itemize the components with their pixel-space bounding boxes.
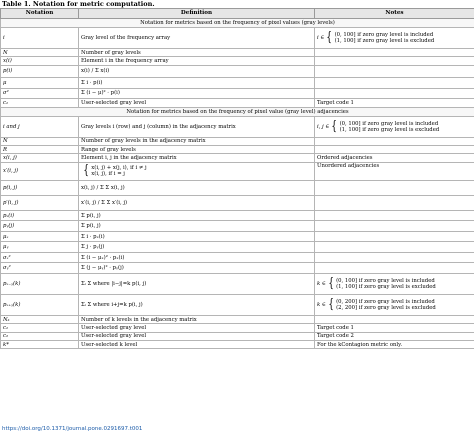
notation-cell: p(i): [1, 65, 79, 78]
notation-cell: μ: [1, 78, 79, 89]
table-row: [1, 242, 474, 253]
header-row: [1, 9, 474, 19]
table-row: [1, 324, 474, 332]
table-row: [1, 154, 474, 162]
note-prefix: k ∈: [317, 301, 326, 308]
table-row: [1, 146, 474, 154]
brace-icon: {: [328, 275, 334, 291]
notation-cell: c₁: [1, 324, 79, 332]
table-row: [1, 315, 474, 323]
table-row: [1, 341, 474, 349]
table-row: [1, 294, 474, 315]
definition-cell: Number of gray levels in the adjacency matrix: [79, 137, 315, 145]
notes-cell: Target code 1: [315, 324, 474, 332]
notes-cell: [315, 263, 474, 274]
notes-cell: [315, 242, 474, 253]
notes-cell: [315, 180, 474, 195]
notation-cell: i and j: [1, 116, 79, 137]
definition-cell: User-selected gray level: [79, 332, 315, 340]
notes-cell: [315, 57, 474, 65]
definition-cell: [79, 162, 315, 180]
note-line: (0, 200] if zero gray level is included: [336, 298, 435, 305]
notes-cell: [315, 137, 474, 145]
notes-cell: [315, 65, 474, 78]
table-row: [1, 180, 474, 195]
definition-cell: Σ (j − μᵧ)² · pᵧ(j): [79, 263, 315, 274]
section-label: Notation for metrics based on the frequency of pixel value (gray level) adjacencies: [1, 107, 474, 116]
table-row: [1, 57, 474, 65]
table-row: [1, 273, 474, 294]
definition-cell: Number of gray levels: [79, 49, 315, 57]
notation-cell: σ²: [1, 88, 79, 99]
table-row: [1, 28, 474, 49]
notes-cell: Ordered adjacencies: [315, 154, 474, 162]
definition-cell: Element i in the frequency array: [79, 57, 315, 65]
definition-cell: Σ i · p(i): [79, 78, 315, 89]
notation-cell: p(i, j): [1, 180, 79, 195]
definition-cell: Σ (i − μ)² · p(i): [79, 88, 315, 99]
notation-cell: x(i): [1, 57, 79, 65]
notation-cell: x′(i, j): [1, 162, 79, 180]
notes-cell: [315, 195, 474, 210]
brace-icon: {: [331, 118, 338, 134]
notation-cell: c₁: [1, 99, 79, 107]
notes-cell: For the kContagion metric only.: [315, 341, 474, 349]
notation-cell: σₓ²: [1, 252, 79, 263]
table-row: [1, 162, 474, 180]
header-definition: Definition: [79, 9, 315, 19]
definition-cell: x(i, j) / Σ Σ x(i, j): [79, 180, 315, 195]
notation-table: [0, 8, 474, 349]
notes-cell: [315, 231, 474, 242]
definition-cell: Σ p(i, j): [79, 210, 315, 221]
definition-cell: Element i, j in the adjacency matrix: [79, 154, 315, 162]
definition-cell: Gray level of the frequency array: [79, 28, 315, 49]
notes-cell: [315, 49, 474, 57]
note-prefix: k ∈: [317, 280, 326, 287]
notes-cell: [315, 210, 474, 221]
notes-cell: [315, 252, 474, 263]
brace-icon: {: [328, 296, 334, 312]
definition-cell: Gray levels i (row) and j (column) in the adjacency matrix: [79, 116, 315, 137]
header-notes: Notes: [315, 9, 474, 19]
notes-cell: [315, 273, 474, 294]
notation-cell: x(i, j): [1, 154, 79, 162]
note-line: (1, 100] if zero gray level is excluded: [336, 283, 436, 290]
notation-cell: i: [1, 28, 79, 49]
table-row: [1, 65, 474, 78]
table-row: [1, 49, 474, 57]
notation-cell: Nₖ: [1, 315, 79, 323]
definition-cell: x(i) / Σ x(i): [79, 65, 315, 78]
definition-cell: Σ p(i, j): [79, 221, 315, 232]
table-row: [1, 332, 474, 340]
note-line: (0, 100] if zero gray level is included: [334, 31, 434, 38]
definition-cell: Σ (i − μₓ)² · pₓ(i): [79, 252, 315, 263]
notes-cell: [315, 78, 474, 89]
note-prefix: i ∈: [317, 34, 325, 41]
definition-cell: Number of k levels in the adjacency matrix: [79, 315, 315, 323]
definition-cell: x′(i, j) / Σ Σ x′(i, j): [79, 195, 315, 210]
table-row: [1, 210, 474, 221]
section-row-adjacencies: [1, 107, 474, 116]
table-row: [1, 263, 474, 274]
table-row: [1, 88, 474, 99]
notes-cell: [315, 221, 474, 232]
definition-cell: Range of gray levels: [79, 146, 315, 154]
notation-cell: σᵧ²: [1, 263, 79, 274]
notation-cell: pₓ₊ᵧ(k): [1, 294, 79, 315]
note-prefix: i, j ∈: [317, 123, 330, 130]
definition-cell: Σ i · pₓ(i): [79, 231, 315, 242]
definition-line: x(i, j) + x(j, i), if i ≠ j: [91, 165, 147, 172]
notation-cell: R: [1, 146, 79, 154]
table-row: [1, 99, 474, 107]
table-row: [1, 231, 474, 242]
table-row: [1, 116, 474, 137]
notation-cell: μₓ: [1, 231, 79, 242]
notes-cell: Target code 2: [315, 332, 474, 340]
section-label: Notation for metrics based on the frequency of pixel values (gray levels): [1, 19, 474, 28]
notes-cell: [315, 116, 474, 137]
notation-cell: pₓ₋ᵧ(k): [1, 273, 79, 294]
table-caption: Table 1. Notation for metric computation.: [2, 0, 155, 8]
table-row: [1, 221, 474, 232]
definition-line: x(i, j), if i = j: [91, 171, 125, 178]
brace-icon: {: [326, 30, 333, 45]
definition-cell: User-selected gray level: [79, 324, 315, 332]
notation-cell: pᵧ(j): [1, 221, 79, 232]
notes-cell: Target code 1: [315, 99, 474, 107]
notation-cell: N: [1, 49, 79, 57]
note-line: (0, 100] if zero gray level is included: [339, 120, 439, 127]
definition-cell: Σ j · pᵧ(j): [79, 242, 315, 253]
doi-link[interactable]: https://doi.org/10.1371/journal.pone.0291697.t001: [2, 426, 143, 432]
notes-cell: Unordered adjacencies: [315, 162, 474, 180]
notation-cell: p′(i, j): [1, 195, 79, 210]
definition-cell: Σᵢ Σ where |i−j|=k p(i, j): [79, 273, 315, 294]
notation-cell: c₂: [1, 332, 79, 340]
notation-cell: μᵧ: [1, 242, 79, 253]
note-line: (0, 100] if zero gray level is included: [336, 277, 435, 284]
notation-cell: k*: [1, 341, 79, 349]
definition-cell: Σᵢ Σ where i+j=k p(i, j): [79, 294, 315, 315]
definition-cell: User-selected gray level: [79, 99, 315, 107]
header-notation: Notation: [1, 9, 79, 19]
notes-cell: [315, 294, 474, 315]
note-line: (1, 100] if zero gray level is excluded: [339, 126, 440, 133]
table-row: [1, 252, 474, 263]
table-row: [1, 78, 474, 89]
notes-cell: [315, 146, 474, 154]
note-line: (2, 200] if zero gray level is excluded: [336, 304, 436, 311]
notes-cell: [315, 315, 474, 323]
section-row-values: [1, 19, 474, 28]
table-row: [1, 137, 474, 145]
table-row: [1, 195, 474, 210]
brace-icon: {: [83, 163, 90, 179]
notation-cell: N: [1, 137, 79, 145]
notes-cell: [315, 28, 474, 49]
definition-cell: User-selected k level: [79, 341, 315, 349]
notes-cell: [315, 88, 474, 99]
notation-cell: pₓ(i): [1, 210, 79, 221]
note-line: (1, 100] if zero gray level is excluded: [334, 38, 435, 44]
